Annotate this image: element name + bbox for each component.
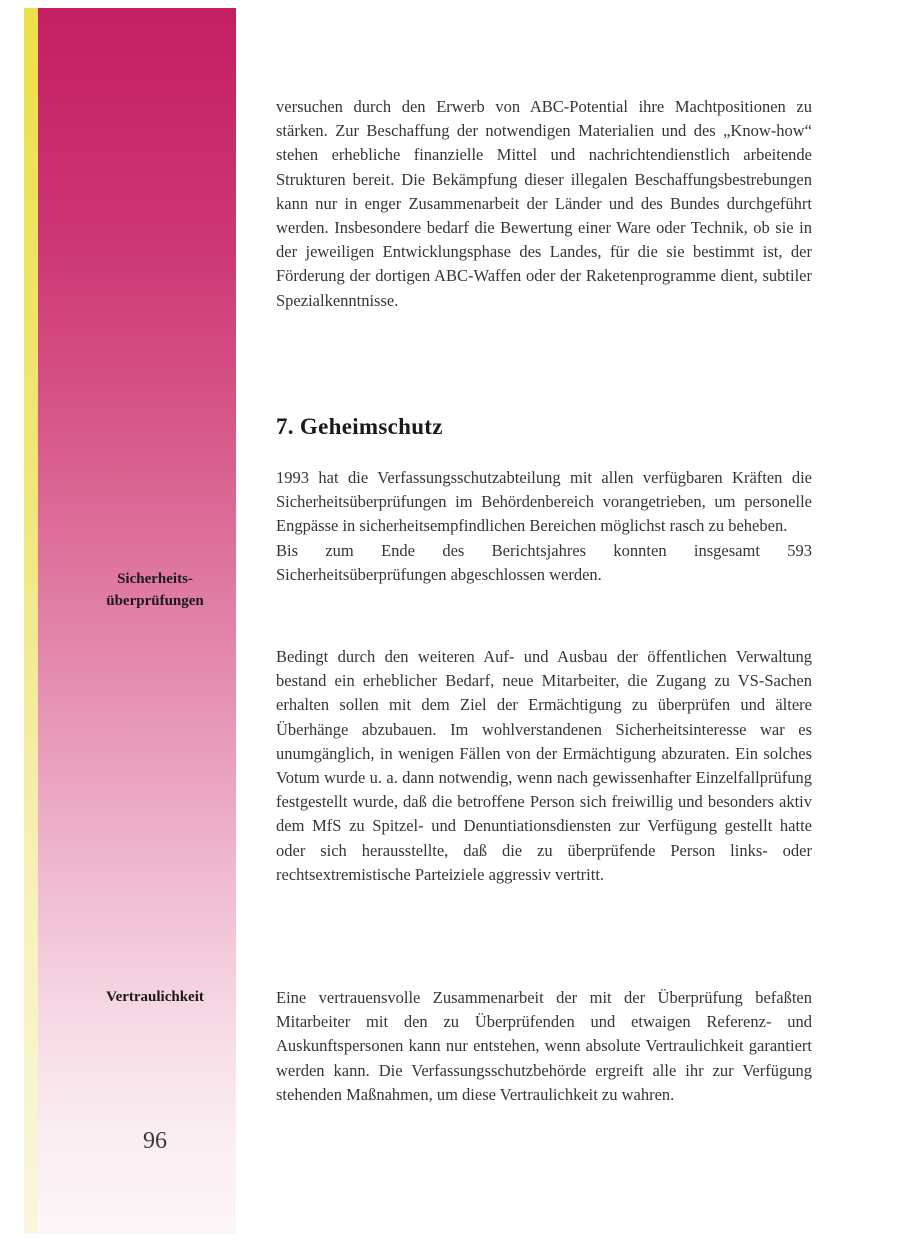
paragraph-vertraulichkeit: Eine vertrauensvolle Zusammenarbeit der mit der Überprüfung befaßten Mitarbeiter mit den zu Überprüfenden und etwaigen Referenz- und Auskunftspersonen kann nur entstehen, wenn absolute Vertraulichkeit garantiert werden kann. Die Verfassungsschutzbehörde ergreift alle ihr zur Verfügung stehenden Maßnahmen, um diese Vertraulichkeit zu wahren. xyxy=(276,988,812,1104)
margin-label-vertraulichkeit: Vertraulichkeit xyxy=(106,989,204,1005)
page-number: 96 xyxy=(143,1128,167,1154)
intro-paragraph: versuchen durch den Erwerb von ABC-Potential ihre Machtpositionen zu stärken. Zur Beschaffung der notwendigen Materialien und des „Know-how“ stehen erhebliche finanzielle Mittel und nachrichtendienstlich arbeitende Strukturen bereit. Die Bekämpfung dieser illegalen Beschaffungsbestrebungen kann nur in enger Zusammenarbeit der Länder und des Bundes durchgeführt werden. Insbesondere bedarf die Bewertung einer Ware oder Technik, ob sie in der jeweiligen Entwicklungsphase des Landes, für die sie bestimmt ist, der Förderung der dortigen ABC-Waffen oder der Raketenprogramme dient, subtiler Spezialkenntnisse. xyxy=(276,97,812,310)
magenta-gradient-band xyxy=(38,8,236,1234)
margin-label-sicherheitsueberpruefungen: Sicherheits- überprüfungen xyxy=(106,571,204,609)
paragraph-sicherheitsueberpruefungen: 1993 hat die Verfassungsschutzabteilung mit allen verfügbaren Kräften die Sicherheitsüberprüfungen im Behördenbereich vorangetrieben, um personelle Engpässe in sicherheitsempfindlichen Bereichen möglichst rasch zu beheben. Bis zum Ende des Berichtsjahres konnten insgesamt 593 Sicherheitsüberprüfungen abgeschlossen werden. xyxy=(276,468,812,584)
section-heading: 7. Geheimschutz xyxy=(276,414,443,439)
yellow-margin-strip xyxy=(24,8,38,1234)
paragraph-ermaechtigung: Bedingt durch den weiteren Auf- und Ausbau der öffentlichen Verwaltung bestand ein erheblicher Bedarf, neue Mitarbeiter, die Zugang zu VS-Sachen erhalten sollen mit dem Ziel der Ermächtigung zu überprüfen und ältere Überhänge abzubauen. Im wohlverstandenen Sicherheitsinteresse war es unumgänglich, in wenigen Fällen von der Ermächtigung abzuraten. Ein solches Votum wurde u. a. dann notwendig, wenn nach gewissenhafter Einzelfallprüfung festgestellt wurde, daß die betroffene Person sich freiwillig und besonders aktiv dem MfS zu Spitzel- und Denuntiationsdiensten zur Verfügung gestellt hatte oder sich herausstellte, daß die zu überprüfende Person links- oder rechtsextremistische Parteiziele aggressiv vertritt. xyxy=(276,647,812,884)
